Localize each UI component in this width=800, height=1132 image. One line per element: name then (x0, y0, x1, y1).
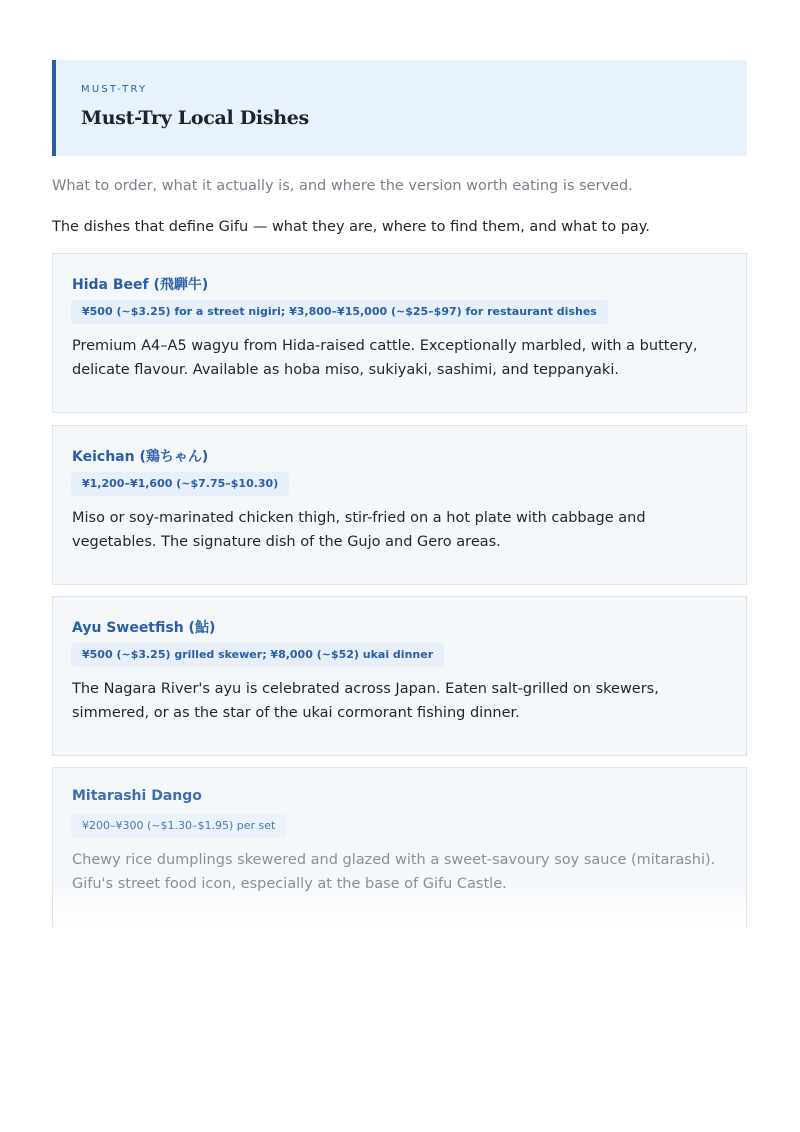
dish-name: Mitarashi Dango (72, 788, 202, 804)
dish-price-badge: ¥200–¥300 (~$1.30–$1.95) per set (71, 814, 286, 838)
dish-price-badge: ¥500 (~$3.25) grilled skewer; ¥8,000 (~$52) ukai dinner (71, 643, 444, 667)
dish-name: Keichan (鶏ちゃん) (72, 449, 209, 465)
dish-card (52, 596, 747, 756)
dish-description: Miso or soy-marinated chicken thigh, stir-fried on a hot plate with cabbage and vegetables. The signature dish of the Gujo and Gero areas. (72, 510, 646, 550)
dish-card (52, 425, 747, 585)
dish-description: The Nagara River's ayu is celebrated across Japan. Eaten salt-grilled on skewers, simmered, or as the star of the ukai cormorant fishing dinner. (72, 681, 659, 721)
section-subtitle: What to order, what it actually is, and where the version worth eating is served. (52, 178, 633, 194)
dish-description: Premium A4–A5 wagyu from Hida-raised cattle. Exceptionally marbled, with a buttery, delicate flavour. Available as hoba miso, sukiyaki, sashimi, and teppanyaki. (72, 338, 698, 378)
dish-card (52, 767, 747, 927)
section-intro: The dishes that define Gifu — what they are, where to find them, and what to pay. (52, 219, 650, 235)
dish-name: Hida Beef (飛騨牛) (72, 277, 209, 293)
dish-name: Ayu Sweetfish (鮎) (72, 620, 216, 636)
section-header (52, 60, 747, 156)
dish-description: Chewy rice dumplings skewered and glazed with a sweet-savoury soy sauce (mitarashi). Gifu's street food icon, especially at the base of Gifu Castle. (72, 852, 716, 892)
dish-price-badge: ¥500 (~$3.25) for a street nigiri; ¥3,800–¥15,000 (~$25–$97) for restaurant dishes (71, 300, 608, 324)
section-title: Must-Try Local Dishes (81, 107, 309, 129)
dish-card (52, 253, 747, 413)
dish-price-badge: ¥1,200–¥1,600 (~$7.75–$10.30) (71, 472, 289, 496)
section-eyebrow: MUST-TRY (81, 84, 148, 95)
